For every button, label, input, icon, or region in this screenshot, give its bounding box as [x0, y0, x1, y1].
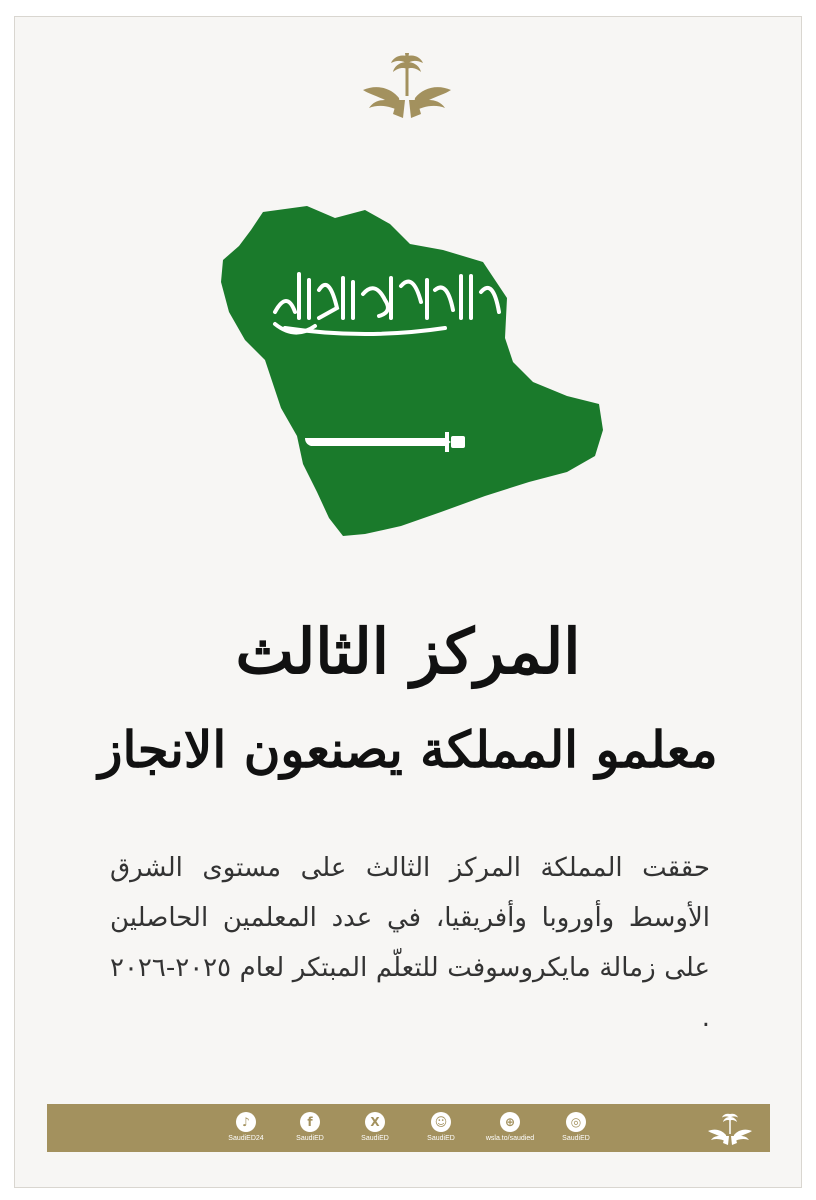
social-label: SaudiED: [562, 1135, 590, 1142]
social-link-tiktok[interactable]: [211, 1112, 281, 1142]
saudi-arabia-flag-map-icon: [215, 200, 605, 540]
announcement-paragraph: حققت المملكة المركز الثالث على مستوى الشرق الأوسط وأوروبا وأفريقيا، في عدد المعلمين الحاصلين على زمالة مايكروسوفت للتعلّم المبتكر لعام ٢٠٢٥-٢٠٢٦ .: [110, 853, 710, 1033]
snapchat-icon: ☺: [431, 1112, 451, 1132]
palm-hands-logo-icon: [359, 50, 455, 122]
social-label: SaudiED24: [228, 1135, 264, 1142]
instagram-icon: ◎: [566, 1112, 586, 1132]
social-link-snapchat[interactable]: [406, 1112, 476, 1142]
page-title: المركز الثالث: [235, 615, 581, 688]
social-label: SaudiED: [296, 1135, 324, 1142]
social-link-instagram[interactable]: [541, 1112, 611, 1142]
social-label: SaudiED: [427, 1135, 455, 1142]
footer-bar: [47, 1104, 770, 1152]
facebook-icon: f: [300, 1112, 320, 1132]
social-link-website[interactable]: [475, 1112, 545, 1142]
social-label: wsla.to/saudied: [485, 1135, 535, 1142]
x-icon: X: [365, 1112, 385, 1132]
social-link-facebook[interactable]: [275, 1112, 345, 1142]
social-label: SaudiED: [361, 1135, 389, 1142]
palm-hands-logo-icon: [704, 1111, 756, 1147]
tiktok-icon: ♪: [236, 1112, 256, 1132]
social-link-x[interactable]: [340, 1112, 410, 1142]
page-subtitle: معلمو المملكة يصنعون الانجاز: [98, 720, 718, 779]
web-icon: ⊕: [500, 1112, 520, 1132]
